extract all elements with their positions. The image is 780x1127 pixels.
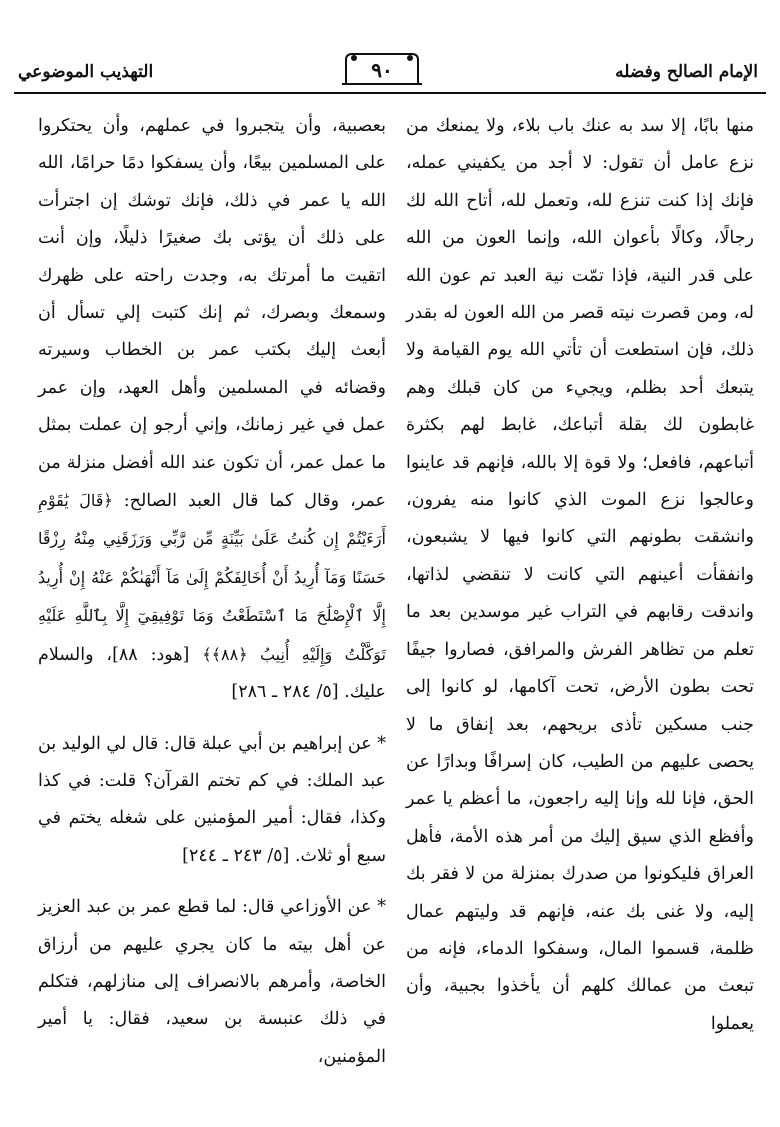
book-title: التهذيب الموضوعي (18, 62, 154, 82)
quran-verse: ﴿قَالَ يَٰقَوْمِ أَرَءَيْتُمْ إِن كُنتُ عَلَىٰ بَيِّنَةٍ مِّن رَّبِّي وَرَزَقَنِي مِنْهُ رِزْقًا حَسَنًا وَمَآ أُرِيدُ أَنْ أُخَالِفَكُمْ إِلَىٰ مَآ أَنْهَىٰكُمْ عَنْهُ إِنْ أُرِيدُ إِلَّا ٱلْإِصْلَٰحَ مَا ٱسْتَطَعْتُ وَمَا تَوْفِيقِيٓ إِلَّا بِٱللَّهِ عَلَيْهِ تَوَكَّلْتُ وَإِلَيْهِ أُنِيبُ ﴿٨٨﴾﴾ (38, 491, 386, 664)
citation-2: [٥/ ٢٤٣ ـ ٢٤٤] (182, 845, 290, 866)
quran-reference: [هود: ٨٨]، (106, 644, 190, 665)
left-paragraph-2 (38, 726, 386, 876)
paragraph-2-text: * عن إبراهيم بن أبي عبلة قال: قال لي الوليد بن عبد الملك: في كم تختم القرآن؟ قلت: في كذا وكذا، فقال: أمير المؤمنين على شغله يختم في سبع أو ثلاث. (38, 733, 386, 866)
page-header (14, 40, 766, 92)
right-column-paragraph: منها بابًا، إلا سد به عنك باب بلاء، ولا يمنعك من نزع عامل أن تقول: لا أجد من يكفيني عمله، فإنك إذا كنت تنزع لله، وتعمل لله، أتاح الله لك رجالًا، وكالًا بأعوان الله، وإنما العون من الله على قدر النية، فإذا تمّت نية العبد تم عون الله له، ومن قصرت نيته قصر من الله العون له بقدر ذلك، فإن استطعت أن تأتي الله يوم القيامة ولا يتبعك أحد بظلم، ويجيء من كان قبلك وهم غابطون لك بقلة أتباعك، غابط لهم بكثرة أتباعهم، فافعل؛ ولا قوة إلا بالله، فإنهم قد عاينوا وعالجوا نزع الموت الذي كانوا منه يفرون، وانشقت بطونهم التي كانوا فيها لا يشبعون، وانفقأت أعينهم التي كانت لا تنقضي لذاتها، واندقت رقابهم في التراب غير موسدين بعد ما تعلم من تظاهر الفرش والمرافق، فصاروا جيفًا تحت بطون الأرض، تحت آكامها، لو كانوا إلى جنب مسكين تأذى بريحهم، بعد إنفاق ما لا يحصى عليهم من الطيب، كان إسرافًا وبدارًا عن الحق، فإنا لله وإنا إليه راجعون، ما أعظم يا عمر وأفظع الذي سيق إليك من أمر هذه الأمة، فأهل العراق فليكونوا من صدرك بمنزلة من لا فقر بك إليه، ولا غنى بك عنه، فإنهم قد وليتهم عمال ظلمة، قسموا المال، وسفكوا الدماء، فإنه من تبعث من عمالك كلهم أن يأخذوا بجبية، وأن يعملوا (406, 116, 754, 1034)
right-column (406, 108, 754, 1043)
page-number: ٩٠ (371, 58, 393, 82)
paragraph-1-text: بعصبية، وأن يتجبروا في عملهم، وأن يحتكروا على المسلمين بيعًا، وأن يسفكوا دمًا حرامًا، الله الله يا عمر في ذلك، فإنك توشك إن اجترأت على ذلك أن يؤتى بك صغيرًا ذليلًا، وإن أنت اتقيت ما أمرتك به، وجدت راحته على ظهرك وسمعك وبصرك، ثم إنك كتبت إلي تسأل أن أبعث إليك بكتب عمر بن الخطاب وسيرته وقضائه في المسلمين وأهل العهد، وإن عمر عمل في غير زمانك، وإني أرجو إن عملت بمثل ما عمل عمر، أن تكون عند الله أفضل منزلة من عمر، وقال كما قال العبد الصالح: (38, 116, 386, 512)
left-column (38, 108, 386, 1076)
left-paragraph-3: * عن الأوزاعي قال: لما قطع عمر بن عبد العزيز عن أهل بيته ما كان يجري عليهم من أرزاق الخاصة، وأمرهم بالانصراف إلى منازلهم، فتكلم في ذلك عنبسة بن سعيد، فقال: يا أمير المؤمنين، (38, 897, 386, 1067)
paragraph-1-end: والسلام عليك. (38, 644, 386, 703)
page-number-ornament (340, 50, 424, 88)
left-paragraph-1 (38, 108, 386, 712)
chapter-title: الإمام الصالح وفضله (615, 62, 758, 82)
header-rule (14, 92, 766, 94)
citation-1: [٥/ ٢٨٤ ـ ٢٨٦] (231, 682, 339, 703)
